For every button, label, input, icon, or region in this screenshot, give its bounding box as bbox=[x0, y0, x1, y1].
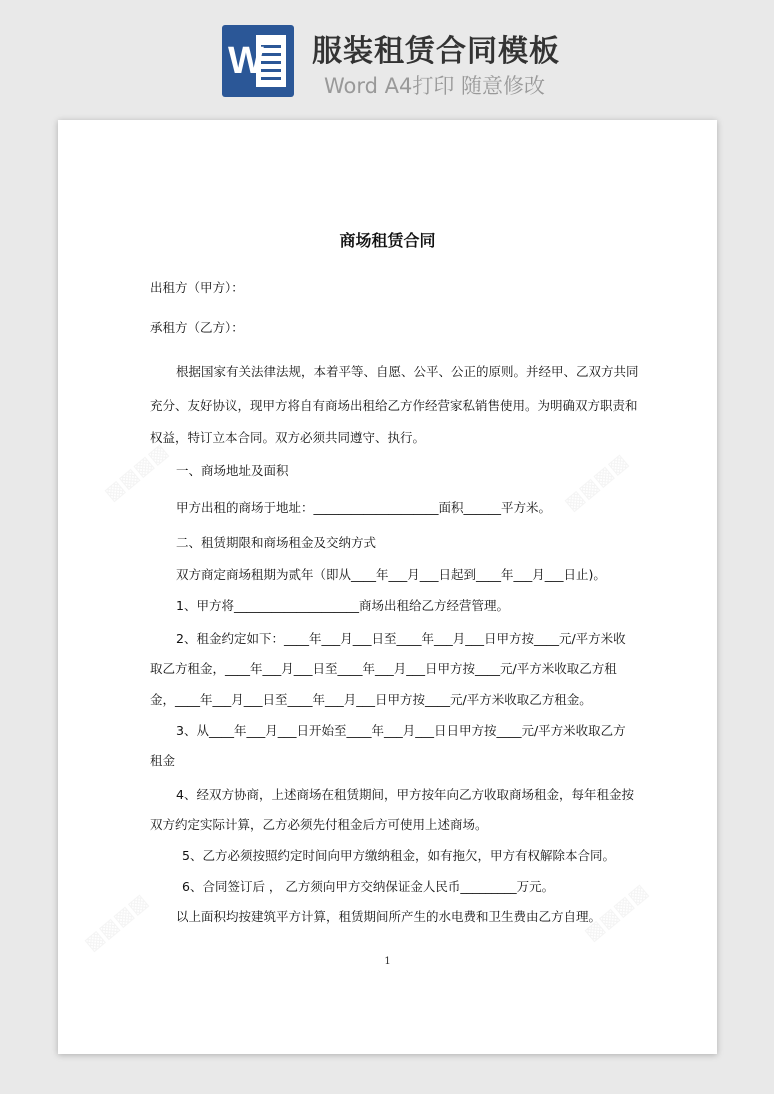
clause-5: 5、乙方必须按照约定时间向甲方缴纳租金，如有拖欠，甲方有权解除本合同。 bbox=[182, 848, 615, 863]
clause-2: 取乙方租金，____年___月___日至____年___月___日甲方按____元/平方米收取乙方租 bbox=[150, 661, 617, 676]
document-title: 商场租赁合同 bbox=[339, 231, 436, 250]
intro-line: 权益，特订立本合同。双方必须共同遵守、执行。 bbox=[150, 430, 426, 445]
section-heading: 二、租赁期限和商场租金及交纳方式 bbox=[176, 535, 377, 550]
clause-6: 6、合同签订后 ， 乙方须向甲方交纳保证金人民币_________万元。 bbox=[182, 879, 555, 894]
intro-line: 充分、友好协议，现甲方将自有商场出租给乙方作经营家私销售使用。为明确双方职责和 bbox=[150, 398, 638, 413]
address-line: 甲方出租的商场于地址：____________________面积______平方米。 bbox=[176, 500, 552, 515]
clause-1: 1、甲方将____________________商场出租给乙方经营管理。 bbox=[176, 598, 509, 613]
intro-line: 根据国家有关法律法规，本着平等、自愿、公平、公正的原则。并经甲、乙双方共同 bbox=[176, 364, 639, 379]
clause-3: 3、从____年___月___日开始至____年___月___日日甲方按____元/平方米收取乙方 bbox=[176, 723, 626, 738]
clause-2: 2、租金约定如下：____年___月___日至____年___月___日甲方按____元/平方米收 bbox=[176, 631, 626, 646]
banner bbox=[0, 0, 774, 112]
banner-subtitle: Word A4打印 随意修改 bbox=[324, 74, 546, 98]
closing-line: 以上面积均按建筑平方计算，租赁期间所产生的水电费和卫生费由乙方自理。 bbox=[176, 909, 602, 924]
banner-title: 服装租赁合同模板 bbox=[312, 34, 560, 69]
document-page bbox=[58, 120, 717, 1054]
word-logo-icon bbox=[222, 25, 294, 97]
page-number: 1 bbox=[384, 956, 391, 967]
clause-2: 金，____年___月___日至____年___月___日甲方按____元/平方米收取乙方租金。 bbox=[150, 692, 592, 707]
clause-4: 双方约定实际计算，乙方必须先付租金后方可使用上述商场。 bbox=[150, 817, 488, 832]
lessor-line: 出租方（甲方）： bbox=[150, 280, 244, 295]
watermark bbox=[559, 449, 632, 516]
section-heading: 一、商场地址及面积 bbox=[176, 463, 289, 478]
word-letter: W bbox=[228, 40, 264, 82]
watermark bbox=[99, 439, 172, 506]
watermark bbox=[79, 889, 152, 956]
term-line: 双方商定商场租期为贰年（即从____年___月___日起到____年___月___日止)。 bbox=[176, 567, 606, 582]
clause-3: 租金 bbox=[150, 753, 176, 768]
clause-4: 4、经双方协商，上述商场在租赁期间，甲方按年向乙方收取商场租金，每年租金按 bbox=[176, 787, 634, 802]
lessee-line: 承租方（乙方）： bbox=[150, 320, 244, 335]
